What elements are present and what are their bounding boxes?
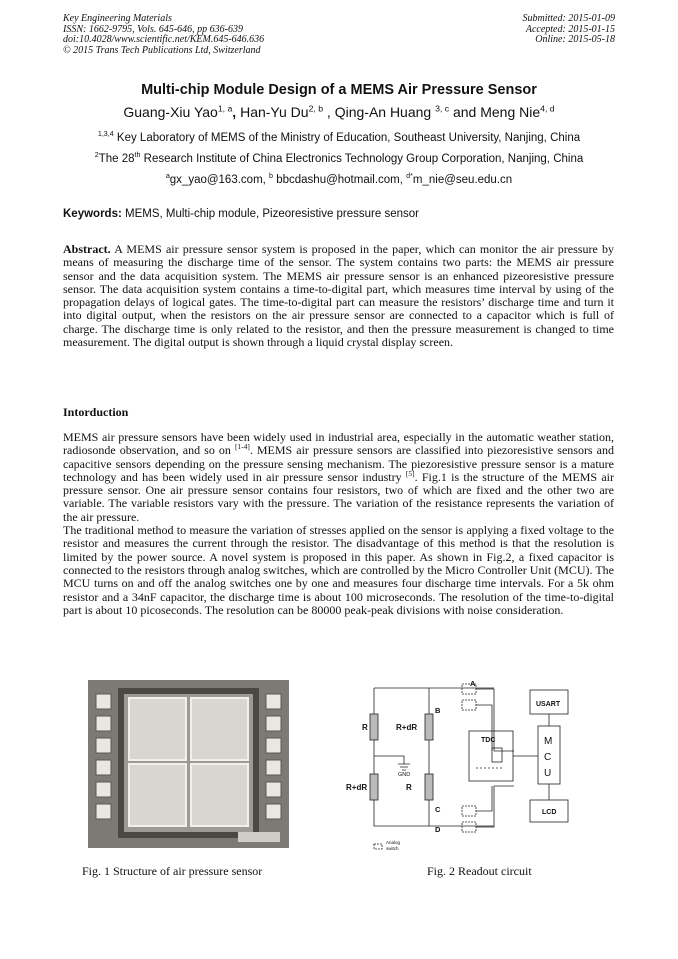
keywords-label: Keywords: <box>63 208 122 220</box>
membrane-quadrant <box>129 764 186 826</box>
keywords <box>63 208 419 220</box>
author-sup: 2, b <box>308 103 324 114</box>
mcu-label-m: M <box>544 736 553 747</box>
scale-bar <box>238 832 280 842</box>
ground-symbol <box>374 756 410 770</box>
accepted-date: Accepted: 2015-01-15 <box>525 23 615 35</box>
sensor-structure-photo <box>88 680 289 848</box>
node-label-c: C <box>435 805 441 814</box>
node-label-b: B <box>435 706 441 715</box>
author-name: Han-Yu Du <box>240 104 309 120</box>
legend-label: Analog <box>386 840 401 845</box>
tdc-capacitor <box>492 748 502 762</box>
journal-issn: ISSN: 1662-9795, Vols. 645-646, pp 636-639 <box>63 23 243 35</box>
author-name: Guang-Xiu Yao <box>123 104 218 120</box>
keywords-text: MEMS, Multi-chip module, Pizeoresistive pressure sensor <box>121 208 419 220</box>
resistor-r-bottom <box>425 774 433 800</box>
switch-wires <box>476 689 514 827</box>
figure-1-caption: Fig. 1 Structure of air pressure sensor <box>82 864 263 878</box>
tdc-label: TDC <box>481 737 496 744</box>
resistor-rdr-top <box>425 714 433 740</box>
author-sup: 1, a <box>217 103 233 114</box>
resistor-label: R+dR <box>396 723 418 732</box>
affiliation-1: $^{1,3,4}$ Key Laboratory of MEMS of the Ministry of Education, Southeast University, Nanjing, China <box>97 130 581 144</box>
usart-label: USART <box>536 701 561 708</box>
journal-doi: doi:10.4028/www.scientific.net/KEM.645-646.636 <box>63 34 265 45</box>
mcu-label-u: U <box>544 768 552 779</box>
legend-switch-symbol <box>374 844 382 849</box>
mcu-label-c: C <box>544 752 552 763</box>
journal-info <box>63 14 264 56</box>
citation[interactable]: [1-4] <box>234 442 250 452</box>
email-list: $^a$gx_yao@163.com, $^b$ bbcdashu@hotmail.com, $^{d*}$m_nie@seu.edu.cn <box>165 172 513 186</box>
abstract-label: Abstract. <box>63 242 111 256</box>
node-label-a: A <box>470 679 476 688</box>
journal-name: Key Engineering Materials <box>63 13 172 24</box>
author-sup: 4, d <box>540 103 555 114</box>
resistor-rdr-bottom <box>370 774 378 800</box>
membrane-quadrant <box>129 698 186 760</box>
author-name: Meng Nie <box>480 104 541 120</box>
submitted-date: Submitted: 2015-01-09 <box>522 13 615 24</box>
paper-title: Multi-chip Module Design of a MEMS Air Pressure Sensor <box>141 82 537 98</box>
membrane-quadrant <box>191 764 248 826</box>
lcd-label: LCD <box>542 809 557 816</box>
body-paragraph-2: The traditional method to measure the variation of stresses applied on the sensor is applying a fixed voltage to the resistor and measures the current through the resistor. The disadvantage of this method is that the resolution is limited by the power source. A novel system is proposed in this paper. As shown in Fig.2, a fixed capacitor is connected to the resistors through analog switches, which are controlled by the Micro Controller Unit (MCU). The MCU turns on and off the analog switches one by one and measures four discharge time intervals. For a 5k ohm resistor and a 34nF capacitor, the discharge time is about 100 microseconds. The resolution of the time-to-digital part is about 10 picoseconds. The resolution can be 80000 peak-peak divisions with noise consideration. <box>63 523 614 617</box>
email-link[interactable]: m_nie@seu.edu.cn <box>412 174 513 186</box>
online-date: Online: 2015-05-18 <box>535 34 615 45</box>
submission-dates <box>523 14 616 46</box>
email-link[interactable]: bbcdashu@hotmail.com, <box>273 174 407 186</box>
readout-circuit-diagram <box>344 676 590 856</box>
section-heading: Intorduction <box>63 405 129 419</box>
membrane-quadrant <box>191 698 248 760</box>
resistor-label: R <box>362 723 368 732</box>
resistor-label: R+dR <box>346 783 368 792</box>
email-link[interactable]: gx_yao@163.com, <box>169 174 270 186</box>
gnd-label: GND <box>398 772 411 778</box>
journal-copyright: © 2015 Trans Tech Publications Ltd, Switzerland <box>63 44 261 56</box>
abstract <box>63 243 614 349</box>
abstract-text: A MEMS air pressure sensor system is proposed in the paper, which can monitor the air pressure by means of measuring the discharge time of the sensor. The system contains two parts: the MEMS air pressure sensor and the data acquisition system. The MEMS air pressure sensor is an enhanced pizeoresistive pressure sensor. The data acquisition system contains a time-to-digital part, which measures time interval by using of the propagation delays of logical gates. The time-to-digital part can measure the resistors’ discharge time and turn it into digital output, when the resistors on the air pressure sensor are connected to a capacitor which is full of charge. The discharge time is only related to the resistor, and then the pressure measurement is changed to time measurement. The digital output is shown through a liquid crystal display screen. <box>63 242 614 350</box>
author-name: Qing-An Huang <box>334 104 436 120</box>
resistor-r-top <box>370 714 378 740</box>
author-sup: 3, c <box>435 103 450 114</box>
affiliation-2: $^2$The 28th Research Institute of China Electronics Technology Group Corporation, Nanjing, China <box>94 151 584 165</box>
legend-label: switch <box>386 846 399 851</box>
body-paragraph: MEMS air pressure sensors have been widely used in industrial area, especially in the automatic weather station, radiosonde observation, and so on [1-4]. MEMS air pressure sensors are classified into piezoresistive sensors and capacitive sensors depending on the pressure sensing mechanism. The piezoresistive pressure sensor is a mature technology and has been widely used in air pressure sensor industry [5]. Fig.1 is the structure of the MEMS air pressure sensor. One air pressure sensor contains four resistors, two of which are fixed and the other two are variable. The variable resistors vary with the pressure. The variation of the resistance represents the variation of the air pressure. The traditional method to measure the variation of stresses applied on the sensor is applying a fixed voltage to the resistor and measures the current through the resistor. The disadvantage of this method is that the resolution is limited by the power source. A novel system is proposed in this paper. As shown in Fig.2, a fixed capacitor is connected to the resistors through analog switches, which are controlled by the Micro Controller Unit (MCU). The MCU turns on and off the analog switches one by one and measures four discharge time intervals. For a 5k ohm resistor and a 34nF capacitor, the discharge time is about 100 microseconds. The resolution of the time-to-digital part is about 10 picoseconds. The resolution can be 80000 peak-peak divisions with noise consideration. <box>63 430 615 617</box>
citation[interactable]: [5] <box>405 468 415 478</box>
resistor-label: R <box>406 783 412 792</box>
figure-2-caption: Fig. 2 Readout circuit <box>427 864 532 878</box>
node-label-d: D <box>435 825 441 834</box>
author-list: Guang-Xiu Yao$^{1, a}$, Han-Yu Du$^{2, b}$ , Qing-An Huang $^{3, c}$ and Meng Nie$^{4, d}$ <box>123 103 555 120</box>
